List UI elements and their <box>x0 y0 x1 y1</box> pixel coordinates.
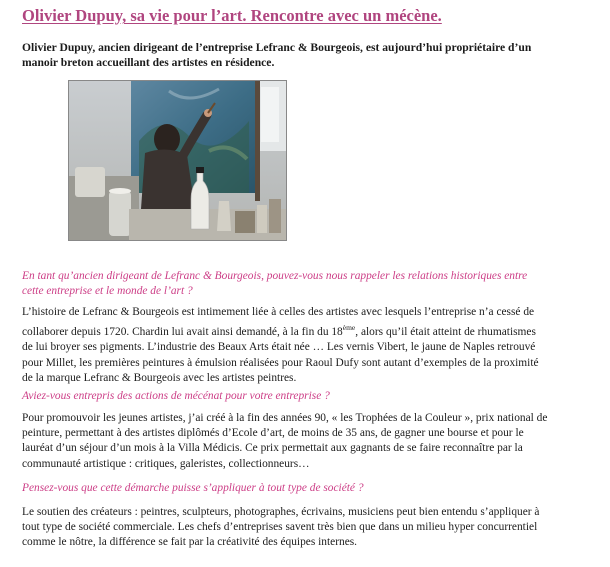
question-line: Pensez-vous que cette démarche puisse s’appliquer à tout type de société ? <box>22 482 364 494</box>
answer-line-end: , alors qu’il était atteint de rhumatismes <box>355 326 536 339</box>
answer-line <box>22 320 594 340</box>
century-superscript: ème <box>342 323 356 333</box>
answer-line-start: collaborer depuis 1720. Chardin lui avait ainsi demandé, à la fin du 18 <box>22 326 343 339</box>
answer-line: de la marque Lefranc & Bourgeois avec les artistes peintres. <box>22 371 297 384</box>
lead-line: Olivier Dupuy, ancien dirigeant de l’entreprise Lefranc & Bourgeois, est aujourd’hui propriétaire d’un <box>22 41 532 54</box>
interview-answer <box>22 305 594 386</box>
answer-line: Le soutien des créateurs : peintres, sculpteurs, photographes, écrivains, musiciens peut bien entendu s’appliquer à <box>22 506 540 518</box>
question-line: Aviez-vous entrepris des actions de mécénat pour votre entreprise ? <box>22 390 330 402</box>
answer-line: de lui broyer ses pigments. L’industrie des Beaux Arts était née … Les vernis Vibert, le jaune de Naples retrouvé <box>22 341 536 354</box>
question-line: cette entreprise et le monde de l’art ? <box>22 285 193 297</box>
article-title: Olivier Dupuy, sa vie pour l’art. Rencontre avec un mécène. <box>22 6 442 25</box>
answer-line: pour Millet, les premières peintures à émulsion réalisées pour Raoul Dufy sont autant d’exemples de la proximité <box>22 356 539 369</box>
artist-painting-image <box>69 81 286 240</box>
question-line: En tant qu’ancien dirigeant de Lefranc & Bourgeois, pouvez-vous nous rappeler les relations historiques entre <box>22 270 528 282</box>
lead-line: manoir breton accueillant des artistes en résidence. <box>22 56 275 69</box>
answer-line: comme le nôtre, la différence se fait par la créativité des équipes internes. <box>22 536 358 549</box>
article-lead <box>22 40 592 70</box>
interview-question <box>22 481 594 496</box>
interview-answer <box>22 411 594 472</box>
interview-question <box>22 269 594 299</box>
answer-line: lauréat d’un séjour d’un mois à la Villa Médicis. Ce prix permettait aux gagnants de se faire reconnaître par la <box>22 442 523 455</box>
interview-question <box>22 389 594 404</box>
interview-answer <box>22 505 594 551</box>
artist-photo <box>68 80 287 241</box>
answer-line: L’histoire de Lefranc & Bourgeois est intimement liée à celles des artistes avec lesquels l’entreprise n’a cessé de <box>22 306 535 318</box>
answer-line: tout type de société commerciale. Les chefs d’entreprises savent très bien que dans un milieu hyper concurrentiel <box>22 521 538 534</box>
answer-line: communauté artistique : critiques, galeristes, collectionneurs… <box>22 457 310 470</box>
answer-line: Pour promouvoir les jeunes artistes, j’ai créé à la fin des années 90, « les Trophées de la Couleur », prix national de <box>22 412 548 424</box>
answer-line: peinture, permettant à des artistes diplômés d’Ecole d’art, de moins de 35 ans, de gagner une bourse et pour le <box>22 427 524 440</box>
